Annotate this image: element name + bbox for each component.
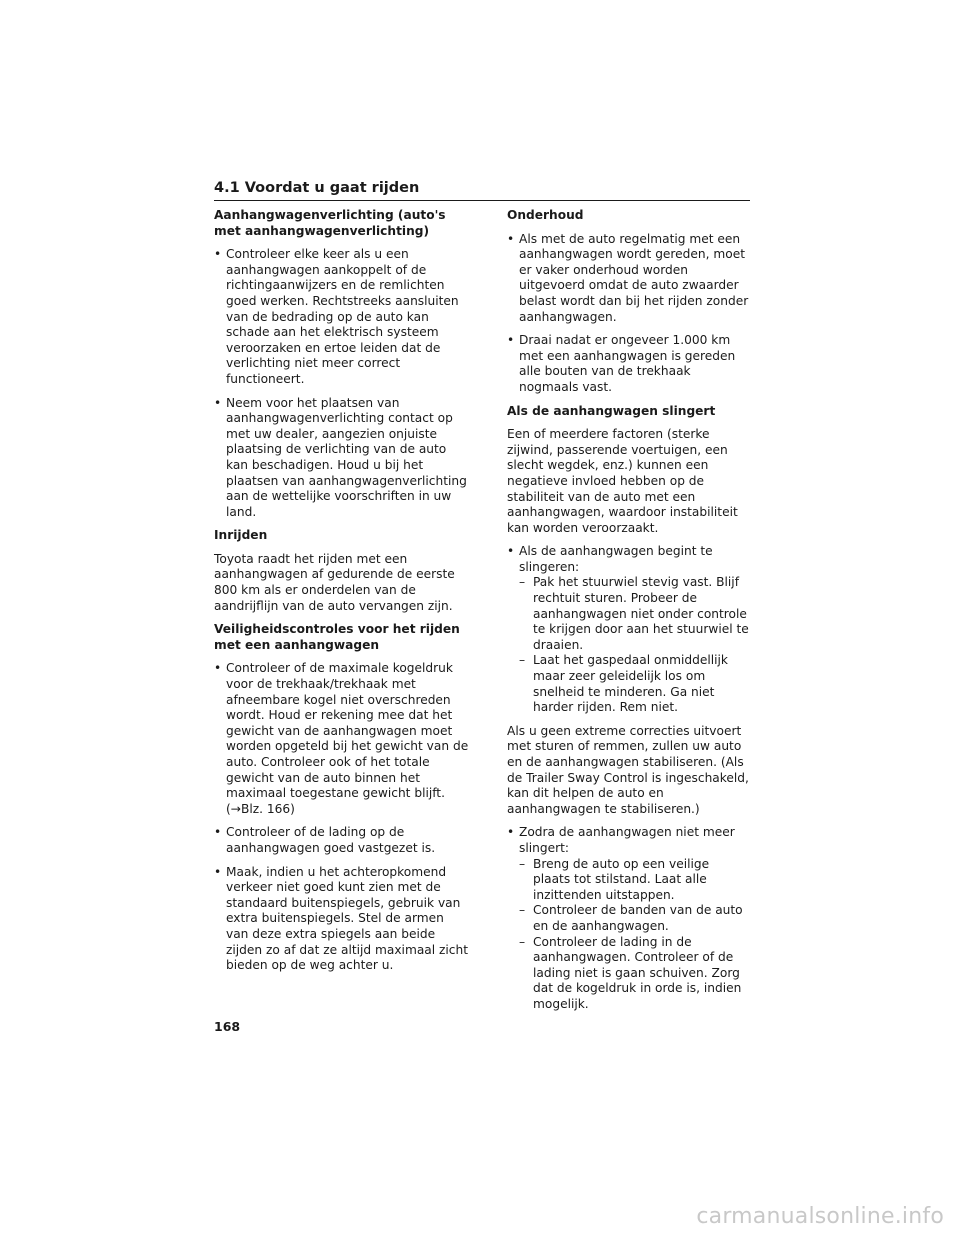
bullet-list	[214, 661, 470, 973]
paragraph: Toyota raadt het rijden met een aanhangwagen af gedurende de eerste 800 km als er onderdelen van de aandrijflijn van de auto vervangen zijn.	[214, 551, 455, 613]
heading-maintenance: Onderhoud	[507, 208, 584, 222]
heading-trailer-lights: Aanhangwagenverlichting (auto's met aanhangwagenverlichting)	[214, 208, 446, 238]
list-item-text: • Controleer of de lading op de aanhangwagen goed vastgezet is.	[226, 825, 436, 855]
sub-list-item: – Laat het gaspedaal onmiddellijk maar zeer geleidelijk los om snelheid te minderen. Ga niet harder rijden. Rem niet.	[519, 653, 750, 715]
list-item	[214, 865, 470, 974]
heading-safety-checks: Veiligheidscontroles voor het rijden met een aanhangwagen	[214, 622, 460, 652]
list-item	[507, 544, 750, 716]
watermark: carmanualsonline.info	[696, 1204, 944, 1229]
list-item	[214, 825, 470, 856]
bullet-list	[507, 825, 750, 1012]
right-column	[507, 208, 750, 1021]
list-item-text: • Controleer of de maximale kogeldruk voor de trekhaak/trekhaak met afneembare kogel niet overschreden wordt. Houd er rekening mee dat het gewicht van de aanhangwagen moet worden opgeteld bij het gewicht van de auto. Controleer ook of het totale gewicht van de auto binnen het maximaal toegestane gewicht blijft. (→Blz. 166)	[226, 661, 469, 816]
list-item	[507, 333, 750, 395]
sub-list	[519, 575, 750, 715]
heading-trailer-sway: Als de aanhangwagen slingert	[507, 403, 716, 418]
bullet-list	[507, 232, 750, 396]
list-item-text: • Als met de auto regelmatig met een aanhangwagen wordt gereden, moet er vaker onderhoud worden uitgevoerd omdat de auto zwaarder belast wordt dan bij het rijden zonder aanhangwagen.	[519, 231, 749, 324]
bullet-list	[214, 247, 470, 520]
heading-break-in: Inrijden	[214, 528, 268, 543]
list-item-text: • Controleer elke keer als u een aanhangwagen aankoppelt of de richtingaanwijzers en de remlichten goed werken. Rechtstreeks aansluiten van de bedrading op de auto kan schade aan het elektrisch systeem veroorzaken en ertoe leiden dat de verlichting niet meer correct functioneert.	[226, 247, 459, 386]
list-item	[214, 661, 470, 817]
list-item	[507, 232, 750, 326]
section-header	[214, 178, 750, 201]
page-number: 168	[214, 1019, 241, 1034]
list-item	[214, 396, 470, 521]
list-item-text: • Draai nadat er ongeveer 1.000 km met een aanhangwagen is gereden alle bouten van de trekhaak nogmaals vast.	[519, 333, 736, 394]
bullet-list	[507, 544, 750, 716]
sub-list	[519, 857, 750, 1013]
left-column	[214, 208, 470, 982]
sub-list-item: – Breng de auto op een veilige plaats tot stilstand. Laat alle inzittenden uitstappen.	[519, 857, 750, 904]
paragraph: Als u geen extreme correcties uitvoert met sturen of remmen, zullen uw auto en de aanhangwagen stabiliseren. (Als de Trailer Sway Control is ingeschakeld, kan dit helpen de auto en aanhangwagen te stabiliseren.)	[507, 723, 749, 816]
sub-list-item: – Controleer de lading in de aanhangwagen. Controleer of de lading niet is gaan schuiven. Zorg dat de kogeldruk in orde is, indien mogelijk.	[519, 935, 750, 1013]
list-item	[214, 247, 470, 387]
list-item-text: • Als de aanhangwagen begint te slingeren:	[519, 544, 713, 574]
paragraph: Een of meerdere factoren (sterke zijwind, passerende voertuigen, een slecht wegdek, enz.) kunnen een negatieve invloed hebben op de stabiliteit van de auto met een aanhangwagen, waardoor instabiliteit kan worden veroorzaakt.	[507, 427, 738, 535]
list-item	[507, 825, 750, 1012]
list-item-text: • Maak, indien u het achteropkomend verkeer niet goed kunt zien met de standaard buitenspiegels, gebruik van extra buitenspiegels. Stel de armen van deze extra spiegels aan beide zijden zo af dat ze altijd maximaal zicht bieden op de weg achter u.	[226, 864, 469, 973]
sub-list-item: – Controleer de banden van de auto en de aanhangwagen.	[519, 903, 750, 934]
sub-list-item: – Pak het stuurwiel stevig vast. Blijf rechtuit sturen. Probeer de aanhangwagen niet onder controle te krijgen door aan het stuurwiel te draaien.	[519, 575, 750, 653]
section-title: 4.1 Voordat u gaat rijden	[214, 180, 420, 196]
list-item-text: • Zodra de aanhangwagen niet meer slingert:	[519, 825, 735, 855]
list-item-text: • Neem voor het plaatsen van aanhangwagenverlichting contact op met uw dealer, aangezien onjuiste plaatsing de verlichting van de auto kan beschadigen. Houd u bij het plaatsen van aanhangwagenverlichting aan de wettelijke voorschriften in uw land.	[226, 395, 467, 519]
